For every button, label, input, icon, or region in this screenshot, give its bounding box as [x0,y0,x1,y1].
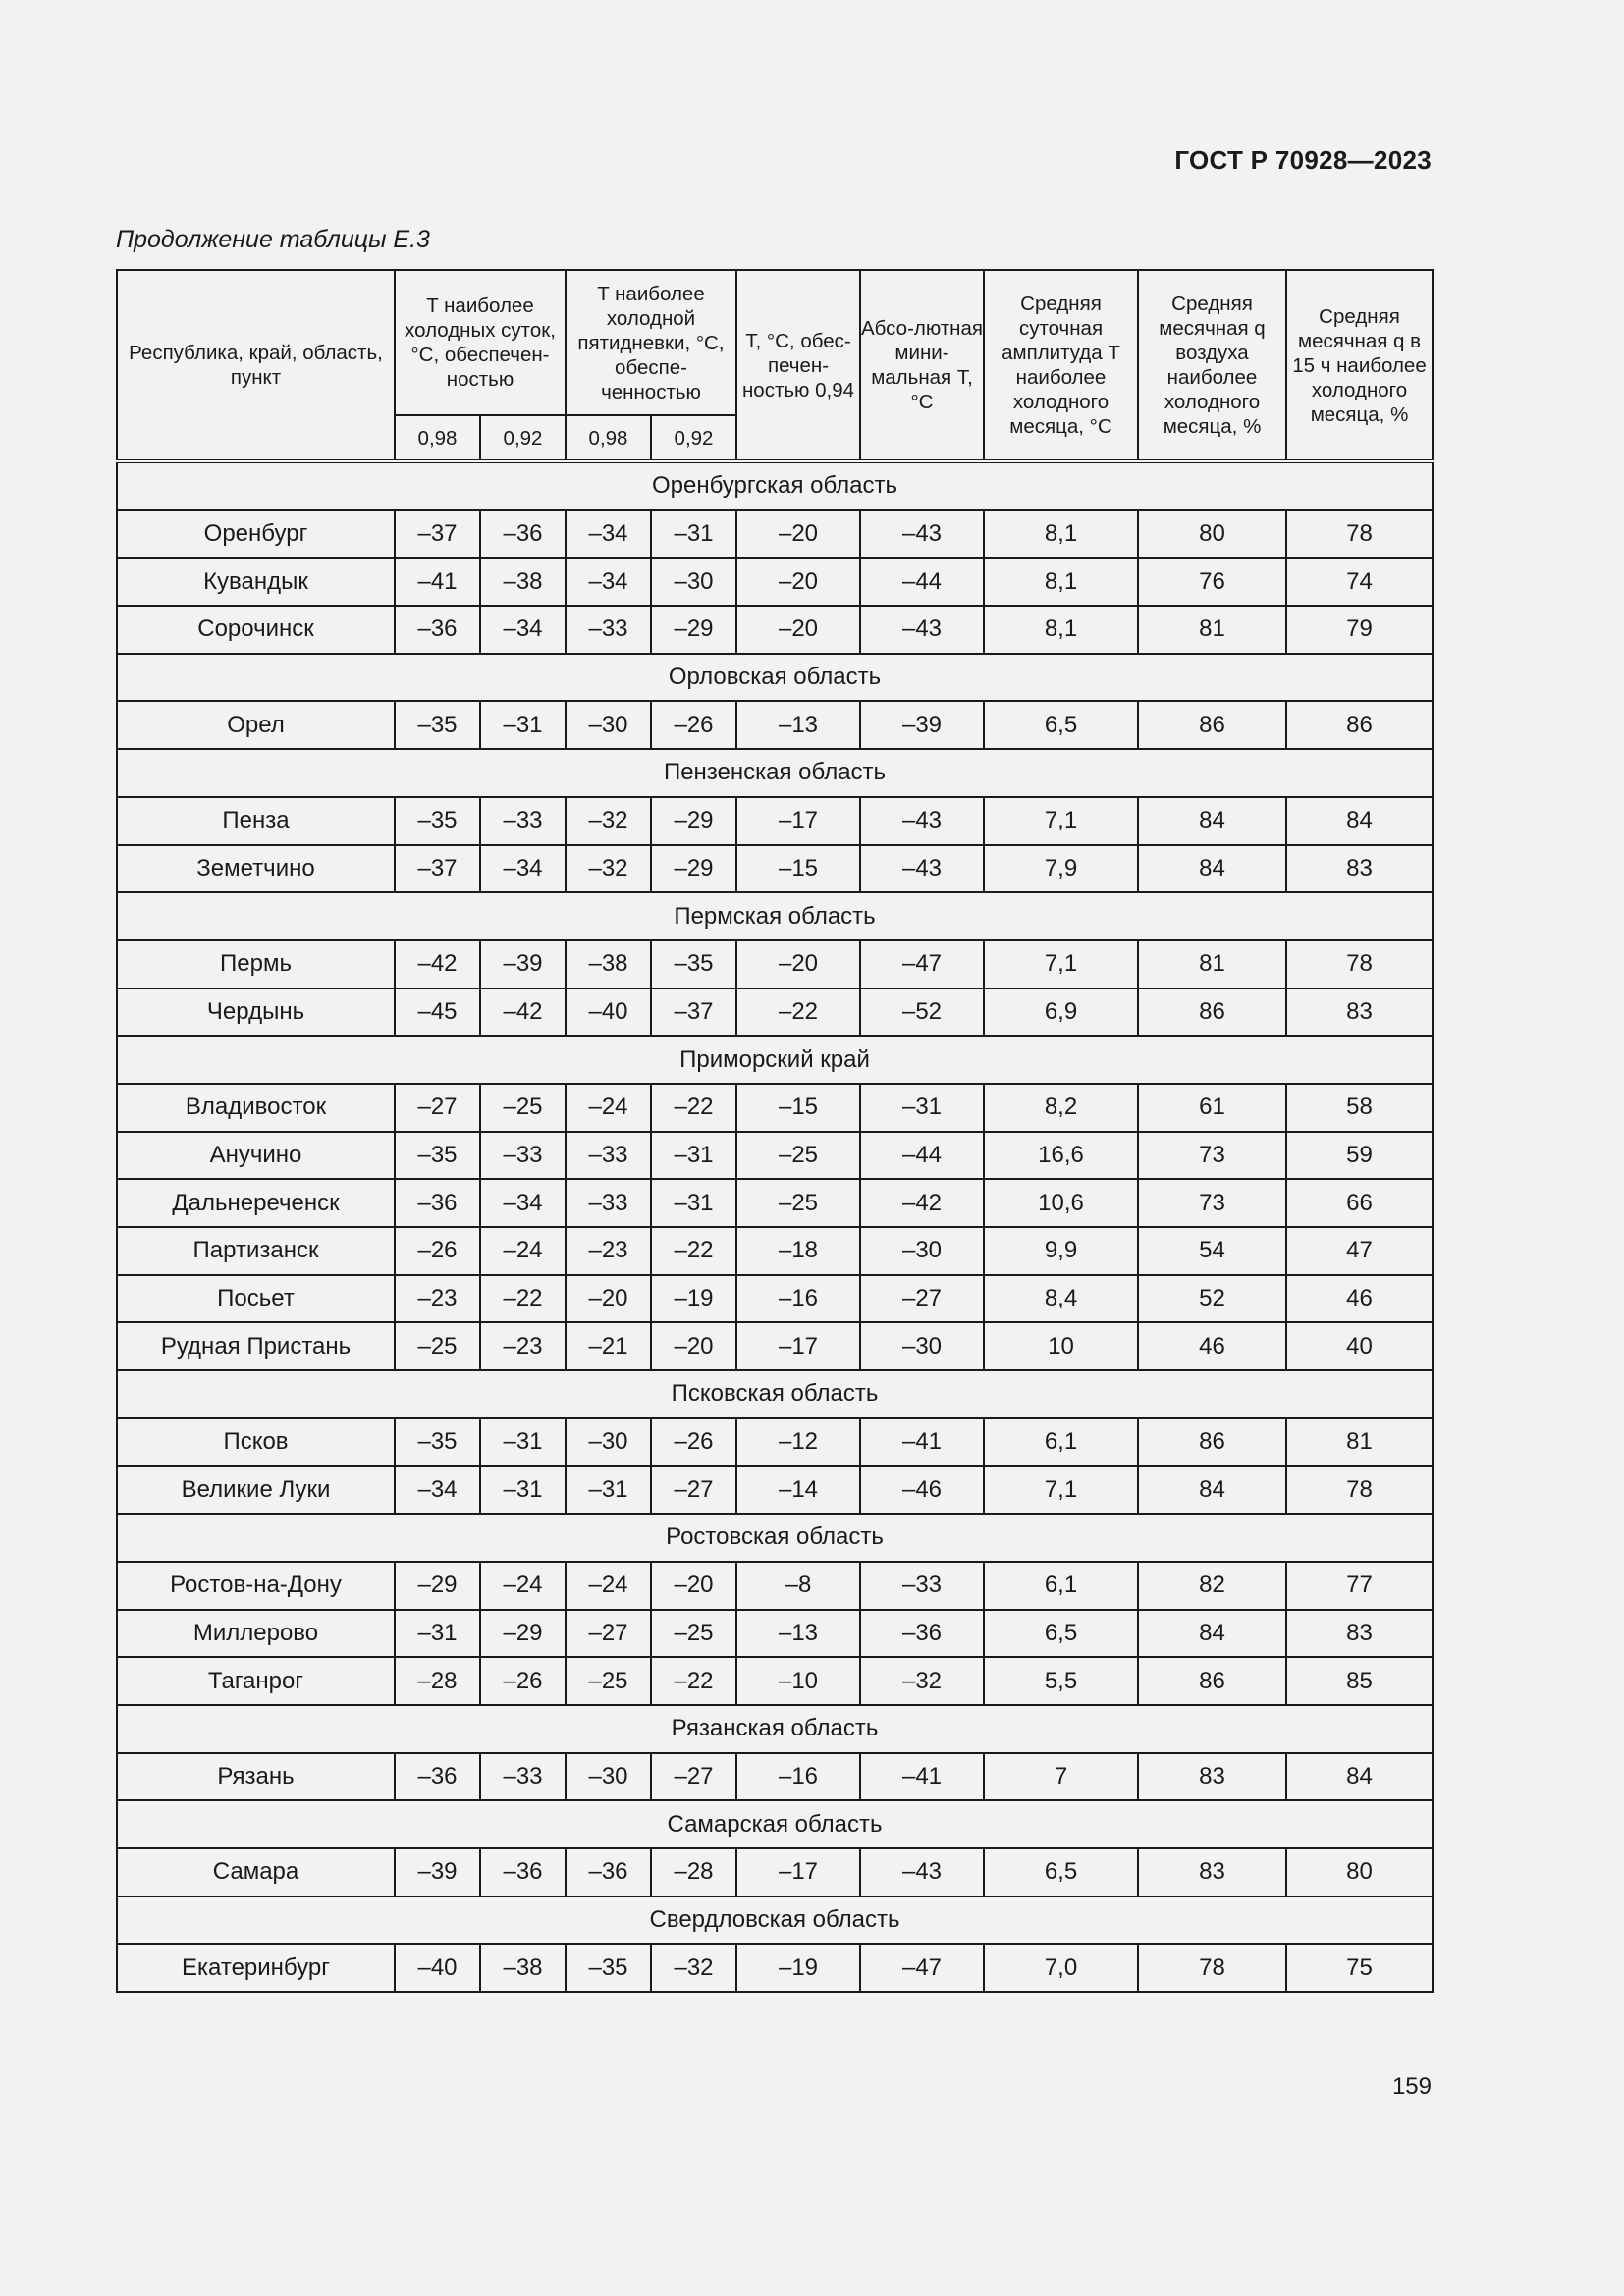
table-cell: –22 [651,1657,736,1705]
header-humidity-15h: Средняя месячная q в 15 ч наиболее холодного месяца, % [1286,270,1433,461]
region-row [117,1800,1433,1848]
table-cell: –19 [651,1275,736,1323]
table-cell: 81 [1138,606,1286,654]
table-row [117,1084,1433,1132]
location-name: Рязань [117,1753,395,1801]
header-sub-098: 0,98 [566,415,651,461]
table-row [117,1179,1433,1227]
table-cell: 84 [1138,845,1286,893]
table-cell: 83 [1286,1610,1433,1658]
region-name: Орловская область [117,654,1433,702]
table-cell: –41 [860,1418,984,1467]
location-name: Самара [117,1848,395,1896]
table-cell: –30 [860,1322,984,1370]
table-cell: –38 [480,558,566,606]
table-caption: Продолжение таблицы Е.3 [116,226,430,253]
location-name: Екатеринбург [117,1944,395,1992]
table-row [117,1753,1433,1801]
table-cell: 40 [1286,1322,1433,1370]
table-cell: –31 [860,1084,984,1132]
region-name: Рязанская область [117,1705,1433,1753]
region-row [117,892,1433,940]
region-row [117,1896,1433,1945]
table-cell: –31 [651,1132,736,1180]
table-cell: –39 [395,1848,480,1896]
table-cell: 46 [1138,1322,1286,1370]
table-cell: –16 [736,1753,860,1801]
header-sub-092: 0,92 [651,415,736,461]
table-cell: 54 [1138,1227,1286,1275]
table-cell: –39 [480,940,566,988]
table-cell: 75 [1286,1944,1433,1992]
table-cell: –32 [860,1657,984,1705]
table-cell: –43 [860,845,984,893]
table-cell: 73 [1138,1179,1286,1227]
table-cell: –31 [651,1179,736,1227]
header-sub-092: 0,92 [480,415,566,461]
table-cell: 6,1 [984,1418,1138,1467]
table-cell: –20 [651,1322,736,1370]
location-name: Дальнереченск [117,1179,395,1227]
region-name: Оренбургская область [117,461,1433,510]
table-row [117,1657,1433,1705]
table-cell: 6,9 [984,988,1138,1037]
table-cell: 58 [1286,1084,1433,1132]
table-cell: –20 [736,558,860,606]
table-cell: 6,1 [984,1562,1138,1610]
table-cell: 86 [1138,1657,1286,1705]
header-absolute-min: Абсо-лютная мини-мальная T, °С [860,270,984,461]
table-cell: 52 [1138,1275,1286,1323]
table-cell: –24 [480,1562,566,1610]
table-cell: –25 [736,1132,860,1180]
table-cell: –35 [395,1418,480,1467]
table-cell: –41 [395,558,480,606]
table-cell: –45 [395,988,480,1037]
table-cell: –10 [736,1657,860,1705]
table-row [117,845,1433,893]
table-row [117,1610,1433,1658]
table-cell: –26 [480,1657,566,1705]
table-cell: –20 [651,1562,736,1610]
table-cell: –43 [860,606,984,654]
table-cell: 7,0 [984,1944,1138,1992]
table-cell: –16 [736,1275,860,1323]
region-name: Ростовская область [117,1514,1433,1562]
table-cell: 6,5 [984,701,1138,749]
region-name: Пензенская область [117,749,1433,797]
location-name: Сорочинск [117,606,395,654]
region-row [117,1036,1433,1084]
table-cell: 73 [1138,1132,1286,1180]
table-cell: –32 [566,797,651,845]
table-cell: 7,1 [984,797,1138,845]
table-cell: –44 [860,558,984,606]
table-cell: –25 [566,1657,651,1705]
region-row [117,654,1433,702]
table-cell: –36 [480,510,566,559]
table-cell: –23 [566,1227,651,1275]
table-cell: –25 [736,1179,860,1227]
table-cell: 80 [1286,1848,1433,1896]
table-cell: 85 [1286,1657,1433,1705]
table-row [117,1227,1433,1275]
table-cell: –40 [395,1944,480,1992]
table-cell: 81 [1138,940,1286,988]
region-row [117,1705,1433,1753]
header-location: Республика, край, область, пункт [117,270,395,461]
table-cell: –13 [736,1610,860,1658]
document-code: ГОСТ Р 70928—2023 [1174,145,1432,175]
table-cell: –26 [651,1418,736,1467]
location-name: Земетчино [117,845,395,893]
table-cell: 86 [1286,701,1433,749]
region-name: Приморский край [117,1036,1433,1084]
table-cell: 83 [1286,988,1433,1037]
region-row [117,749,1433,797]
table-cell: –29 [651,606,736,654]
table-cell: –35 [395,1132,480,1180]
table-cell: –42 [480,988,566,1037]
table-cell: –25 [480,1084,566,1132]
table-row [117,1275,1433,1323]
table-cell: 74 [1286,558,1433,606]
table-cell: 8,4 [984,1275,1138,1323]
location-name: Таганрог [117,1657,395,1705]
table-body [117,461,1433,1992]
table-cell: –31 [395,1610,480,1658]
location-name: Кувандык [117,558,395,606]
table-cell: –27 [566,1610,651,1658]
table-cell: 78 [1286,510,1433,559]
table-cell: 80 [1138,510,1286,559]
header-coldest-day: T наиболее холодных суток, °С, обеспечен-ностью [395,270,566,415]
location-name: Ростов-на-Дону [117,1562,395,1610]
table-cell: –30 [566,1418,651,1467]
table-cell: –20 [736,940,860,988]
table-row [117,558,1433,606]
table-cell: 77 [1286,1562,1433,1610]
table-cell: 8,1 [984,606,1138,654]
table-row [117,1132,1433,1180]
table-cell: 83 [1138,1753,1286,1801]
table-cell: 83 [1286,845,1433,893]
header-daily-amplitude: Средняя суточная амплитуда T наиболее холодного месяца, °С [984,270,1138,461]
table-cell: –33 [566,606,651,654]
table-cell: 81 [1286,1418,1433,1467]
header-t-094: T, °С, обес-печен-ностью 0,94 [736,270,860,461]
table-cell: –36 [395,1179,480,1227]
table-cell: 84 [1286,797,1433,845]
location-name: Пермь [117,940,395,988]
table-cell: 7,9 [984,845,1138,893]
table-cell: –31 [566,1466,651,1514]
table-cell: –34 [395,1466,480,1514]
table-cell: 82 [1138,1562,1286,1610]
table-cell: –35 [651,940,736,988]
location-name: Великие Луки [117,1466,395,1514]
table-cell: –46 [860,1466,984,1514]
location-name: Оренбург [117,510,395,559]
table-cell: –29 [395,1562,480,1610]
table-cell: –17 [736,1848,860,1896]
table-cell: 86 [1138,988,1286,1037]
table-cell: –17 [736,1322,860,1370]
table-row [117,940,1433,988]
region-name: Свердловская область [117,1896,1433,1945]
table-cell: –15 [736,845,860,893]
table-cell: –17 [736,797,860,845]
table-cell: 7,1 [984,940,1138,988]
table-cell: –31 [480,1466,566,1514]
table-cell: 9,9 [984,1227,1138,1275]
table-cell: 46 [1286,1275,1433,1323]
table-cell: –24 [566,1084,651,1132]
table-cell: –29 [651,797,736,845]
location-name: Партизанск [117,1227,395,1275]
table-cell: –27 [395,1084,480,1132]
table-cell: –30 [566,701,651,749]
table-cell: –15 [736,1084,860,1132]
table-cell: –33 [480,797,566,845]
table-cell: 61 [1138,1084,1286,1132]
table-row [117,1562,1433,1610]
table-cell: –33 [566,1179,651,1227]
table-cell: –33 [860,1562,984,1610]
table-cell: –38 [480,1944,566,1992]
table-cell: –33 [566,1132,651,1180]
table-cell: 84 [1138,1610,1286,1658]
table-cell: 86 [1138,1418,1286,1467]
location-name: Анучино [117,1132,395,1180]
location-name: Чердынь [117,988,395,1037]
page-number: 159 [1391,2073,1432,2100]
location-name: Владивосток [117,1084,395,1132]
table-cell: –24 [480,1227,566,1275]
table-cell: –35 [566,1944,651,1992]
location-name: Посьет [117,1275,395,1323]
table-cell: –37 [651,988,736,1037]
table-cell: –22 [651,1227,736,1275]
table-cell: –36 [860,1610,984,1658]
table-cell: 78 [1286,940,1433,988]
table-cell: –29 [480,1610,566,1658]
location-name: Орел [117,701,395,749]
region-row [117,461,1433,510]
region-row [117,1514,1433,1562]
table-cell: –23 [480,1322,566,1370]
table-cell: –47 [860,940,984,988]
table-cell: –35 [395,701,480,749]
table-cell: 83 [1138,1848,1286,1896]
table-cell: –26 [651,701,736,749]
table-cell: –30 [651,558,736,606]
table-row [117,988,1433,1037]
table-cell: 59 [1286,1132,1433,1180]
header-coldest-five-day: T наиболее холодной пятидневки, °С, обеспе-ченностью [566,270,736,415]
table-row [117,1322,1433,1370]
table-cell: –30 [566,1753,651,1801]
table-cell: –40 [566,988,651,1037]
table-cell: –34 [566,510,651,559]
table-cell: –32 [566,845,651,893]
table-row [117,510,1433,559]
table-cell: –27 [860,1275,984,1323]
table-cell: –38 [566,940,651,988]
table-cell: 10,6 [984,1179,1138,1227]
table-cell: 76 [1138,558,1286,606]
table-cell: –25 [651,1610,736,1658]
table-cell: –44 [860,1132,984,1180]
table-cell: –36 [566,1848,651,1896]
table-cell: 8,1 [984,558,1138,606]
table-cell: –41 [860,1753,984,1801]
table-row [117,1418,1433,1467]
region-name: Псковская область [117,1370,1433,1418]
table-cell: –18 [736,1227,860,1275]
table-row [117,1848,1433,1896]
table-cell: 7 [984,1753,1138,1801]
table-cell: –27 [651,1466,736,1514]
table-cell: –35 [395,797,480,845]
table-row [117,701,1433,749]
table-cell: 86 [1138,701,1286,749]
table-cell: –22 [480,1275,566,1323]
table-cell: 5,5 [984,1657,1138,1705]
table-cell: 78 [1286,1466,1433,1514]
table-row [117,797,1433,845]
table-cell: 84 [1286,1753,1433,1801]
table-cell: –33 [480,1753,566,1801]
table-cell: –33 [480,1132,566,1180]
table-row [117,1944,1433,1992]
table-cell: –34 [480,845,566,893]
table-cell: –28 [651,1848,736,1896]
region-row [117,1370,1433,1418]
table-cell: –37 [395,845,480,893]
table-cell: –25 [395,1322,480,1370]
table-cell: –32 [651,1944,736,1992]
table-cell: –30 [860,1227,984,1275]
table-cell: –37 [395,510,480,559]
table-cell: 79 [1286,606,1433,654]
table-cell: –31 [480,701,566,749]
table-cell: –43 [860,1848,984,1896]
table-cell: –8 [736,1562,860,1610]
table-cell: –20 [566,1275,651,1323]
table-cell: –36 [395,1753,480,1801]
table-cell: –23 [395,1275,480,1323]
header-sub-098: 0,98 [395,415,480,461]
location-name: Миллерово [117,1610,395,1658]
table-cell: 47 [1286,1227,1433,1275]
table-cell: –42 [860,1179,984,1227]
table-cell: –22 [736,988,860,1037]
table-cell: 16,6 [984,1132,1138,1180]
table-cell: –27 [651,1753,736,1801]
table-row [117,606,1433,654]
table-cell: 8,1 [984,510,1138,559]
table-cell: –52 [860,988,984,1037]
table-cell: –34 [566,558,651,606]
table-cell: –20 [736,606,860,654]
table-cell: 66 [1286,1179,1433,1227]
table-cell: –29 [651,845,736,893]
table-cell: –28 [395,1657,480,1705]
table-cell: –22 [651,1084,736,1132]
table-cell: –43 [860,510,984,559]
table-cell: –21 [566,1322,651,1370]
table-cell: 84 [1138,1466,1286,1514]
table-cell: 7,1 [984,1466,1138,1514]
table-cell: –31 [480,1418,566,1467]
table-cell: 10 [984,1322,1138,1370]
table-cell: –36 [480,1848,566,1896]
table-cell: –43 [860,797,984,845]
table-cell: 6,5 [984,1610,1138,1658]
table-cell: –13 [736,701,860,749]
table-cell: –26 [395,1227,480,1275]
table-cell: –31 [651,510,736,559]
table-row [117,1466,1433,1514]
region-name: Пермская область [117,892,1433,940]
table-cell: –42 [395,940,480,988]
table-cell: –19 [736,1944,860,1992]
location-name: Рудная Пристань [117,1322,395,1370]
table-cell: –36 [395,606,480,654]
table-cell: –24 [566,1562,651,1610]
table-cell: 6,5 [984,1848,1138,1896]
table-cell: 84 [1138,797,1286,845]
table-cell: –12 [736,1418,860,1467]
table-cell: –14 [736,1466,860,1514]
location-name: Пенза [117,797,395,845]
region-name: Самарская область [117,1800,1433,1848]
location-name: Псков [117,1418,395,1467]
table-cell: –34 [480,1179,566,1227]
table-cell: 8,2 [984,1084,1138,1132]
table-cell: –34 [480,606,566,654]
climate-table [116,269,1434,1993]
table-cell: –39 [860,701,984,749]
table-cell: –47 [860,1944,984,1992]
table-header [117,270,1433,461]
header-monthly-humidity: Средняя месячная q воздуха наиболее холодного месяца, % [1138,270,1286,461]
table-cell: 78 [1138,1944,1286,1992]
table-cell: –20 [736,510,860,559]
